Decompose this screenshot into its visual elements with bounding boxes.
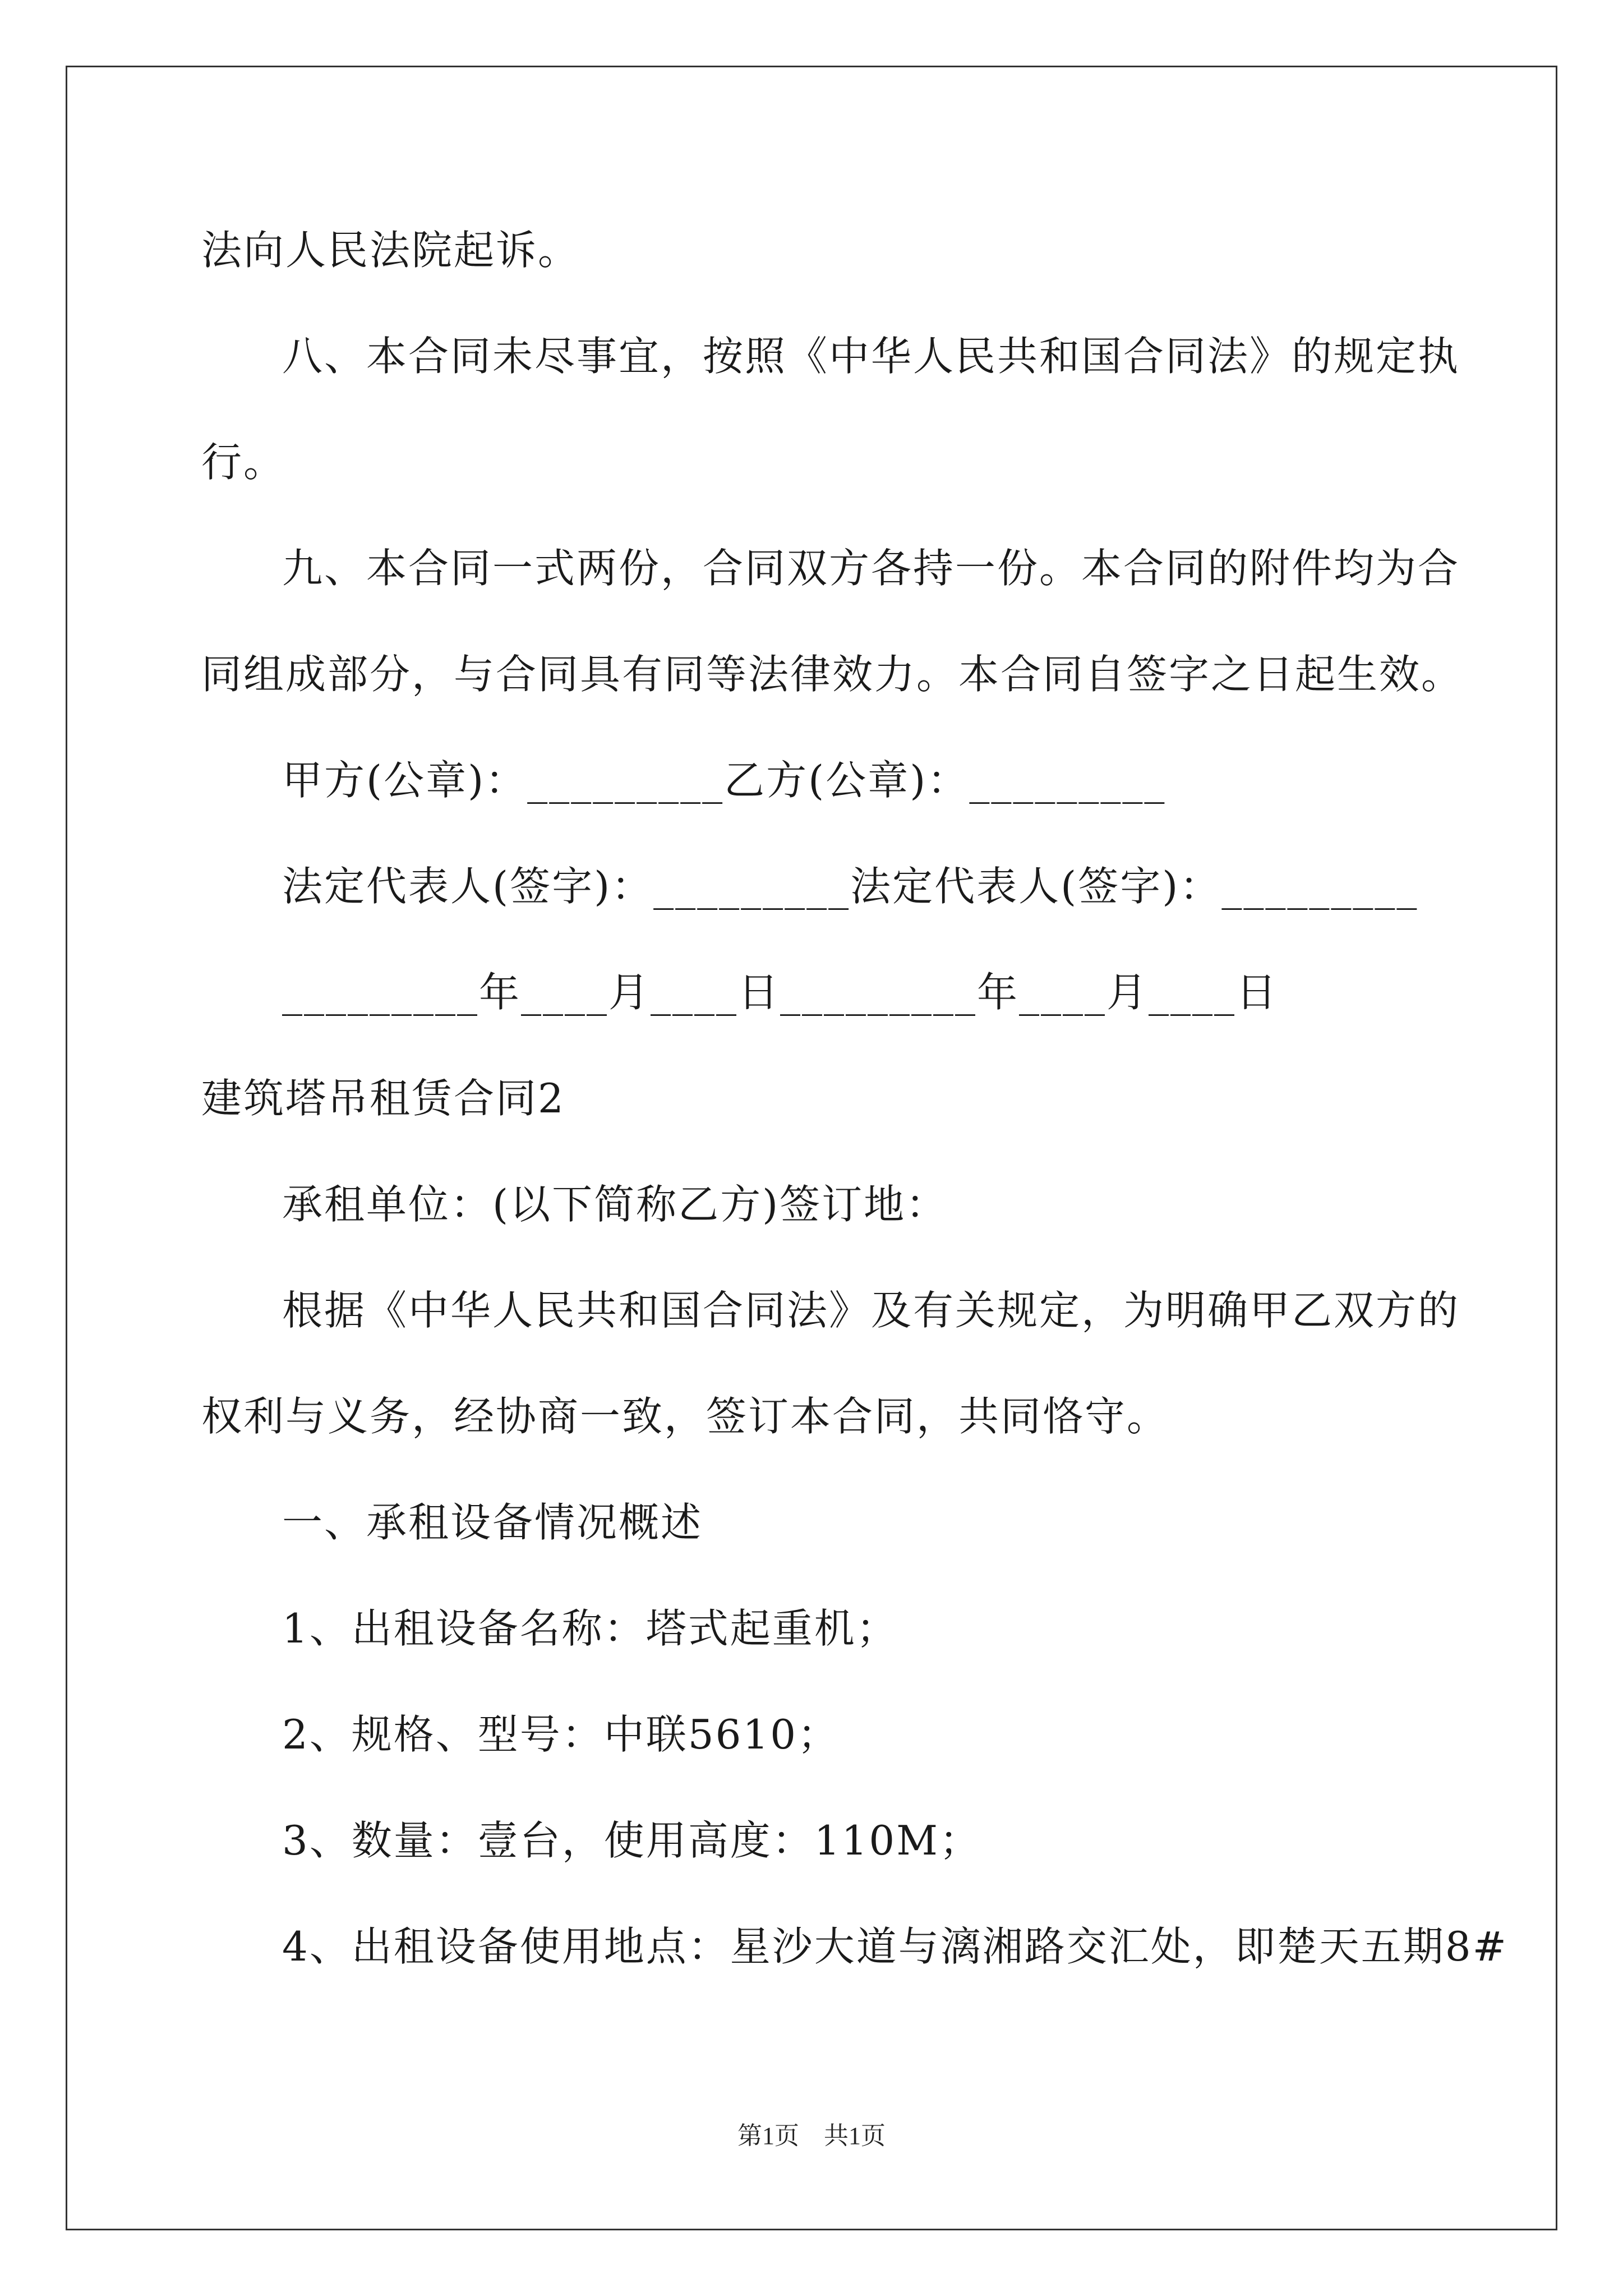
list-item: 3、数量：壹台，使用高度：110M； (282, 1817, 981, 1864)
signature-line-representative: 法定代表人(签字)：_________法定代表人(签字)：_________ (282, 863, 1419, 910)
text-line: 九、本合同一式两份，合同双方各持一份。本合同的附件均为合 (282, 545, 1460, 592)
signature-line-party: 甲方(公章)：_________乙方(公章)：_________ (282, 757, 1166, 804)
date-line: _________年____月____日_________年____月____日 (282, 969, 1278, 1016)
section-title: 建筑塔吊租赁合同2 (201, 1075, 565, 1122)
page-footer: 第1页 共1页 (737, 2122, 886, 2150)
text-line: 同组成部分，与合同具有同等法律效力。本合同自签字之日起生效。 (201, 651, 1464, 698)
text-line: 法向人民法院起诉。 (201, 227, 580, 274)
list-item: 4、出租设备使用地点：星沙大道与漓湘路交汇处，即楚天五期8# (282, 1923, 1508, 1970)
clause-heading: 一、承租设备情况概述 (282, 1499, 703, 1546)
text-line: 行。 (201, 439, 286, 486)
list-item: 2、规格、型号：中联5610； (282, 1711, 840, 1758)
document-body (201, 0, 1508, 2296)
text-line: 根据《中华人民共和国合同法》及有关规定，为明确甲乙双方的 (282, 1287, 1460, 1334)
text-line: 承租单位：(以下简称乙方)签订地： (282, 1181, 948, 1228)
list-item: 1、出租设备名称：塔式起重机； (282, 1605, 898, 1652)
text-line: 八、本合同未尽事宜，按照《中华人民共和国合同法》的规定执 (282, 333, 1460, 380)
text-line: 权利与义务，经协商一致，签订本合同，共同恪守。 (201, 1393, 1169, 1440)
